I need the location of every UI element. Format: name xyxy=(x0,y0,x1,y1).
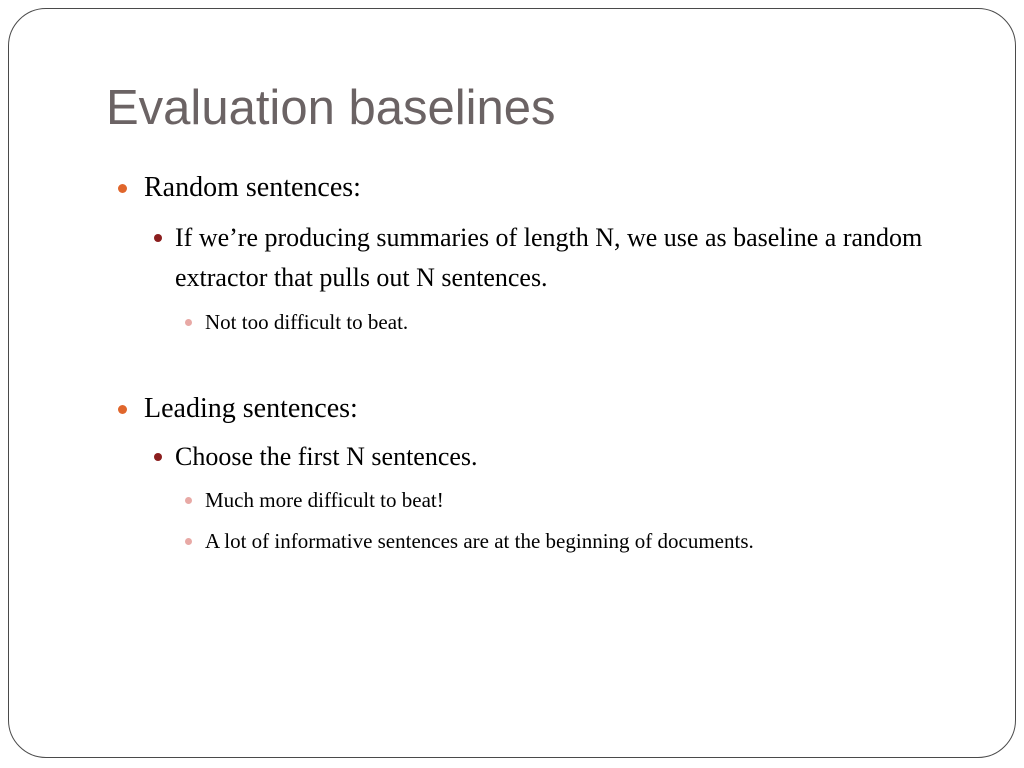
bullet-dot-icon xyxy=(118,184,127,193)
bullet-dot-icon xyxy=(185,497,192,504)
bullet-level2-choose-first-n xyxy=(175,437,478,477)
bullet-dot-icon xyxy=(185,538,192,545)
bullet-dot-icon xyxy=(185,319,192,326)
bullet-text: Choose the first N sentences. xyxy=(175,442,478,471)
bullet-text: Random sentences: xyxy=(144,172,361,203)
bullet-level3-much-more-difficult xyxy=(205,486,444,514)
bullet-text: Leading sentences: xyxy=(144,393,358,424)
bullet-text: Much more difficult to beat! xyxy=(205,488,444,512)
bullet-text: A lot of informative sentences are at the beginning of documents. xyxy=(205,529,754,553)
bullet-level1-leading-sentences xyxy=(144,391,358,427)
bullet-text: If we’re producing summaries of length N, we use as baseline a random extractor that pulls out N sentences. xyxy=(175,223,923,292)
slide-title: Evaluation baselines xyxy=(106,81,556,135)
bullet-text: Not too difficult to beat. xyxy=(205,310,409,334)
bullet-dot-icon xyxy=(154,453,162,461)
bullet-level3-not-too-difficult xyxy=(205,308,408,336)
bullet-dot-icon xyxy=(154,234,162,242)
bullet-level2-random-extractor xyxy=(175,218,975,298)
bullet-level1-random-sentences xyxy=(144,170,361,206)
bullet-dot-icon xyxy=(118,405,127,414)
bullet-level3-informative-sentences xyxy=(205,527,754,555)
